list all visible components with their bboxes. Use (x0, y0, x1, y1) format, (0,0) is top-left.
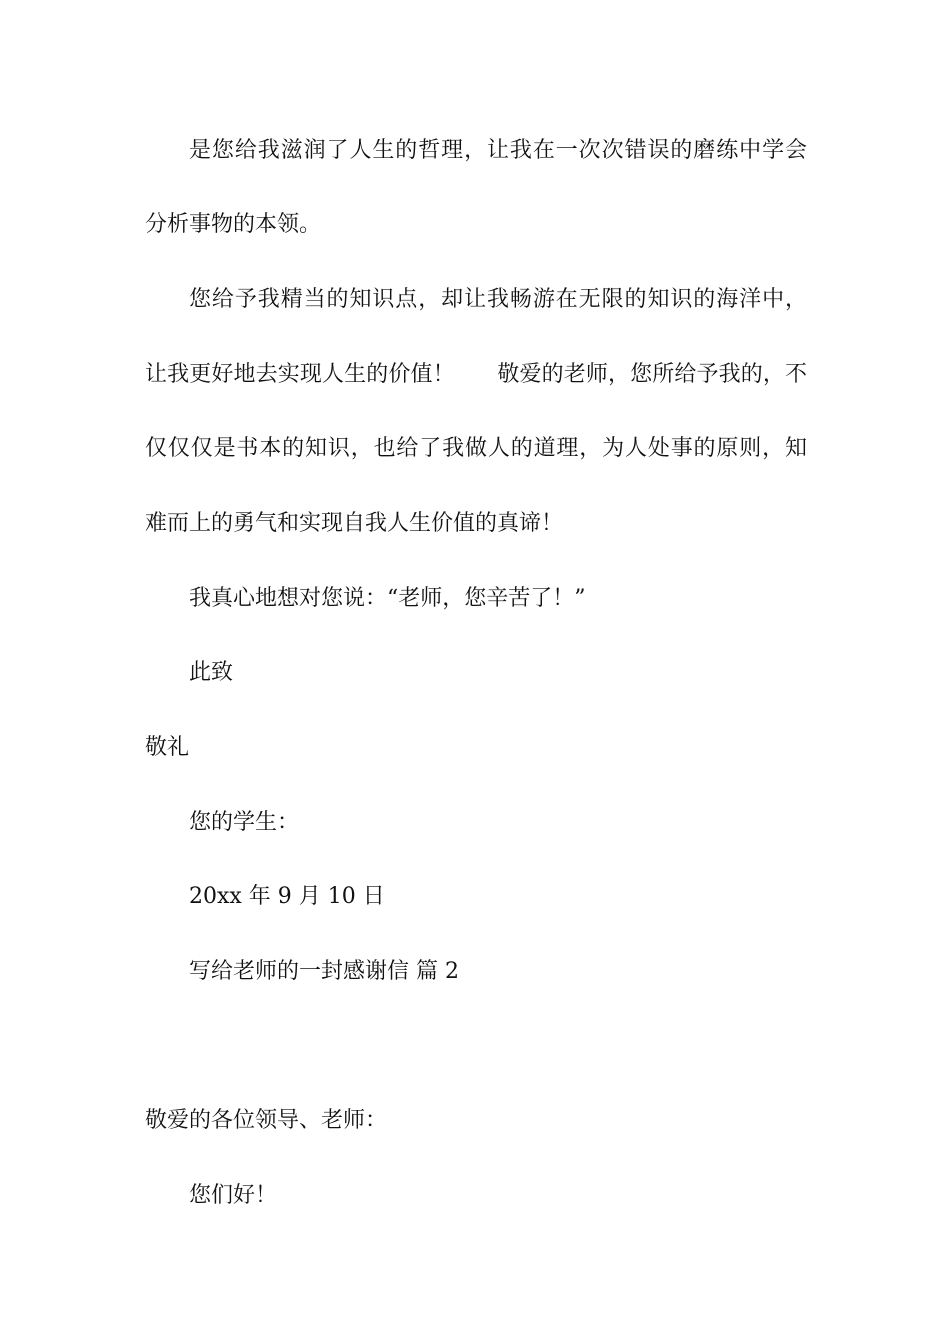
letter-greeting: 敬爱的各位领导、老师： (145, 1108, 388, 1133)
paragraph-line: 分析事物的本领。 (145, 212, 322, 237)
paragraph-line: 我真心地想对您说：“老师，您辛苦了！” (189, 586, 586, 611)
closing-salutation: 此致 (189, 660, 234, 685)
paragraph-line: 是您给我滋润了人生的哲理，让我在一次次错误的磨练中学会 (189, 138, 807, 163)
paragraph-line: 仅仅仅是书本的知识，也给了我做人的道理，为人处事的原则，知 (145, 436, 807, 461)
paragraph-line: 您给予我精当的知识点，却让我畅游在无限的知识的海洋中， (189, 287, 807, 312)
paragraph-line: 让我更好地去实现人生的价值！ 敬爱的老师，您所给予我的，不 (145, 362, 807, 387)
signature-label: 您的学生： (189, 810, 300, 835)
closing-regards: 敬礼 (145, 735, 190, 760)
letter-date: 20xx 年 9 月 10 日 (189, 884, 385, 909)
section-heading: 写给老师的一封感谢信 篇 2 (189, 959, 459, 984)
paragraph-line: 难而上的勇气和实现自我人生价值的真谛！ (145, 511, 564, 536)
paragraph-line: 您们好！ (189, 1183, 278, 1208)
